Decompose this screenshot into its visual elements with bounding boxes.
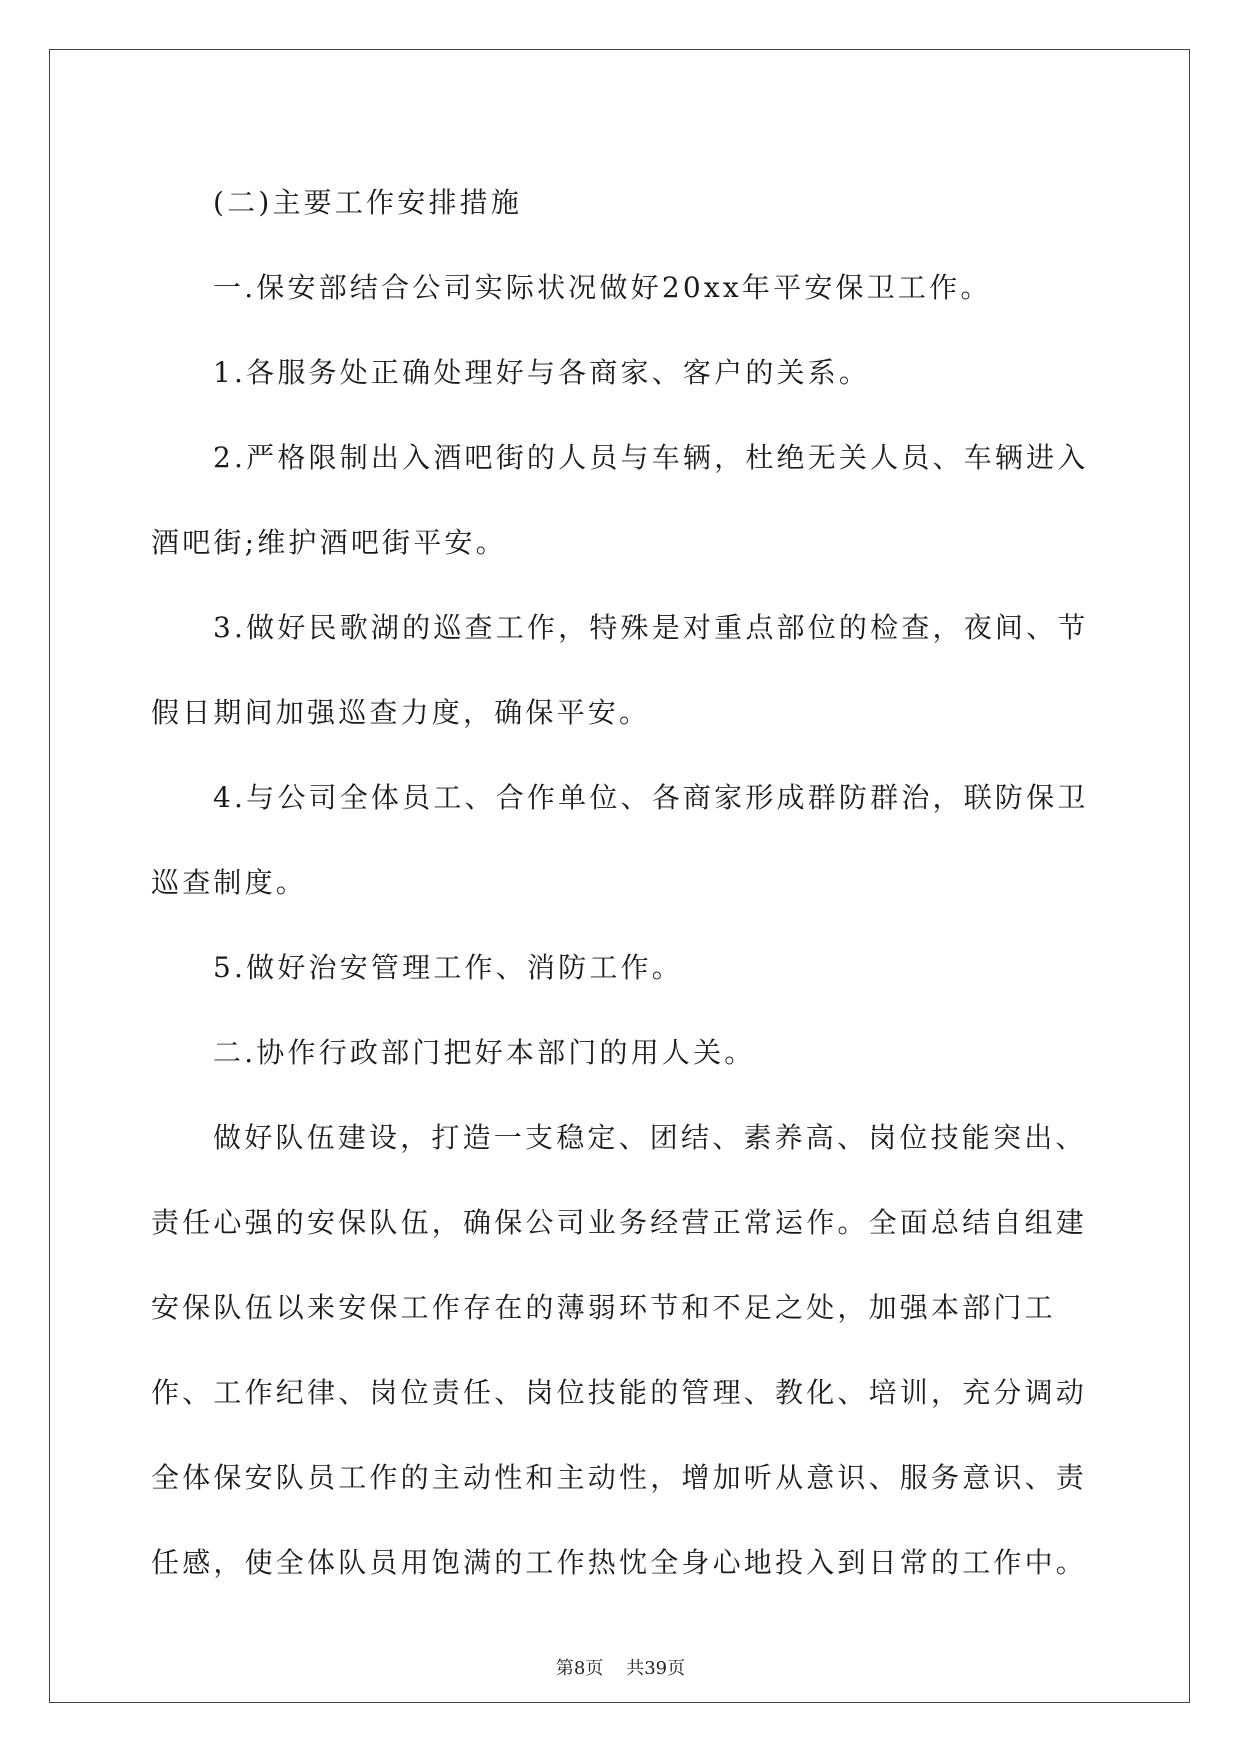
page-number: 第8页 共39页 (555, 1658, 686, 1679)
document-body (151, 160, 1089, 1605)
paragraph: 2.严格限制出入酒吧街的人员与车辆，杜绝无关人员、车辆进入酒吧街;维护酒吧街平安。 (151, 441, 1089, 559)
page-footer (0, 1654, 1241, 1680)
paragraph: 1.各服务处正确处理好与各商家、客户的关系。 (213, 356, 871, 389)
paragraph: 4.与公司全体员工、合作单位、各商家形成群防群治，联防保卫巡查制度。 (151, 781, 1089, 899)
paragraph: 做好队伍建设，打造一支稳定、团结、素养高、岗位技能突出、责任心强的安保队伍，确保公司业务经营正常运作。全面总结自组建安保队伍以来安保工作存在的薄弱环节和不足之处，加强本部门工作、工作纪律、岗位责任、岗位技能的管理、教化、培训，充分调动全体保安队员工作的主动性和主动性，增加听从意识、服务意识、责任感，使全体队员用饱满的工作热忱全身心地投入到日常的工作中。 (151, 1121, 1088, 1579)
paragraph: 一.保安部结合公司实际状况做好20xx年平安保卫工作。 (213, 271, 992, 304)
paragraph: 二.协作行政部门把好本部门的用人关。 (213, 1036, 756, 1069)
paragraph: 3.做好民歌湖的巡查工作，特殊是对重点部位的检查，夜间、节假日期间加强巡查力度，确保平安。 (151, 611, 1089, 729)
paragraph: 5.做好治安管理工作、消防工作。 (213, 951, 683, 984)
section-heading: (二)主要工作安排措施 (213, 186, 523, 219)
